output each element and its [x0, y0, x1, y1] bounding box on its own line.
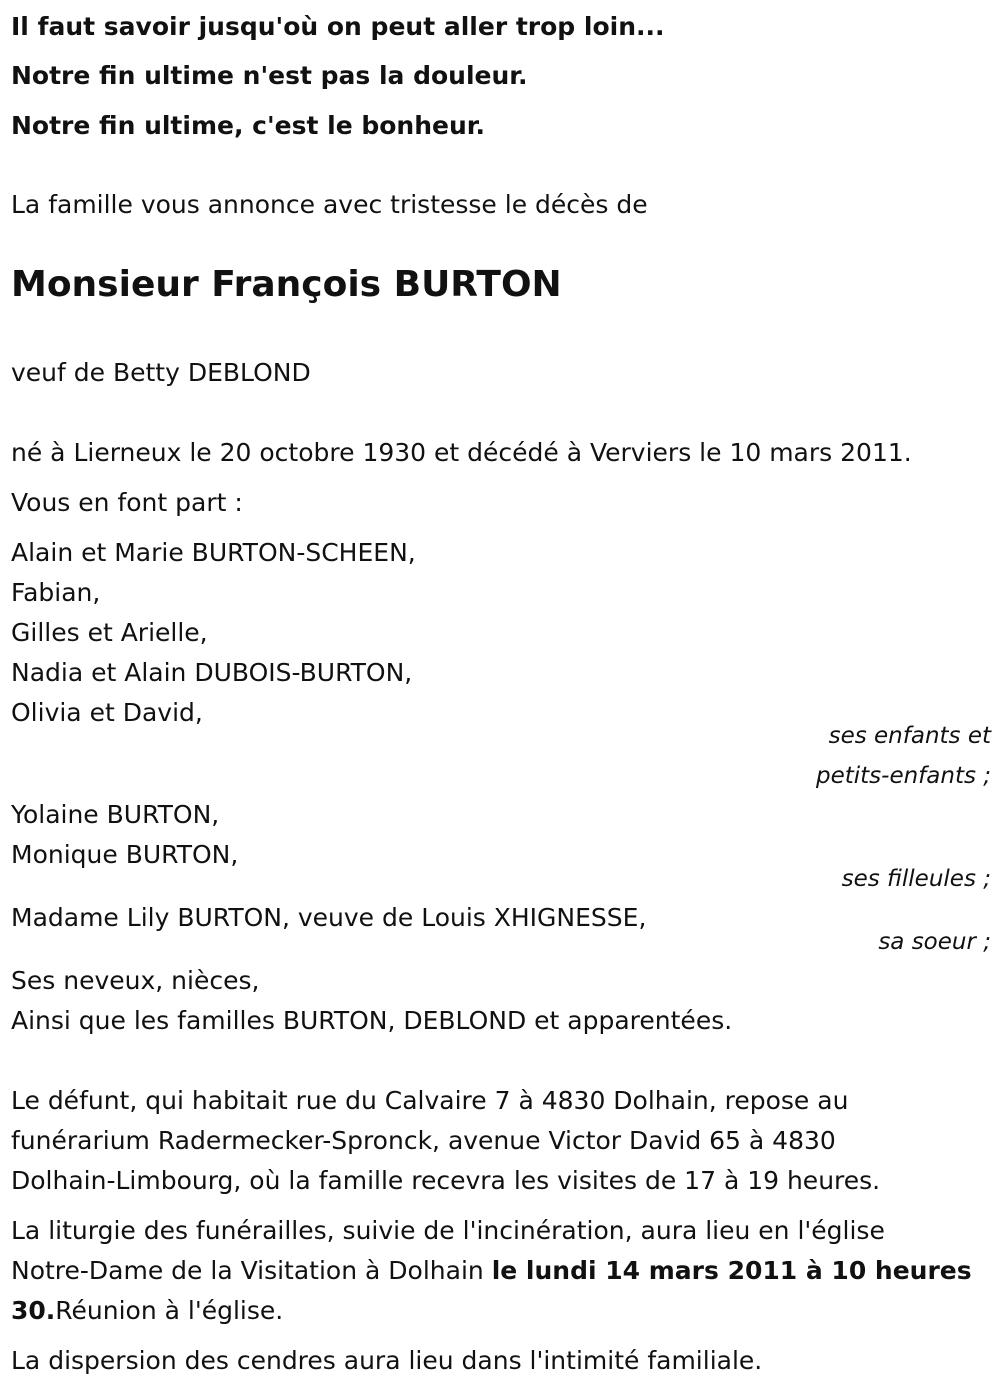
liturgy-line-2	[11, 1256, 972, 1286]
liturgy-line-1: La liturgie des funérailles, suivie de l'incinération, aura lieu en l'église	[11, 1216, 885, 1245]
sister-line: Madame Lily BURTON, veuve de Louis XHIGNESSE,	[11, 903, 647, 932]
children-role-line-2: petits-enfants ;	[815, 763, 991, 789]
child-3: Gilles et Arielle,	[11, 618, 208, 647]
quote-line-2: Notre fin ultime n'est pas la douleur.	[11, 61, 528, 90]
liturgy-time-end: 30.	[11, 1296, 56, 1325]
child-1: Alain et Marie BURTON-SCHEEN,	[11, 538, 416, 567]
children-role-line-1: ses enfants et	[828, 723, 991, 749]
quote-line-1: Il faut savoir jusqu'où on peut aller trop loin...	[11, 12, 665, 41]
relatives-line-1: Ses neveux, nièces,	[11, 966, 260, 995]
rest-line-3: Dolhain-Limbourg, où la famille recevra les visites de 17 à 19 heures.	[11, 1166, 881, 1195]
birth-death: né à Lierneux le 20 octobre 1930 et décédé à Verviers le 10 mars 2011.	[11, 438, 912, 467]
relatives-line-2: Ainsi que les familles BURTON, DEBLOND et apparentées.	[11, 1006, 733, 1035]
announce-text: Vous en font part :	[11, 488, 243, 517]
goddaughter-1: Yolaine BURTON,	[11, 800, 220, 829]
goddaughters-role: ses filleules ;	[841, 866, 991, 892]
rest-line-2: funérarium Radermecker-Spronck, avenue Victor David 65 à 4830	[11, 1126, 836, 1155]
intro-text: La famille vous annonce avec tristesse le décès de	[11, 190, 648, 219]
liturgy-meeting: Réunion à l'église.	[55, 1296, 284, 1325]
liturgy-line-3	[11, 1296, 283, 1326]
child-5: Olivia et David,	[11, 698, 203, 727]
quote-line-3: Notre fin ultime, c'est le bonheur.	[11, 111, 486, 140]
liturgy-date: le lundi 14 mars 2011 à 10 heures	[491, 1256, 972, 1285]
liturgy-location: Notre-Dame de la Visitation à Dolhain	[11, 1256, 492, 1285]
sister-role: sa soeur ;	[878, 929, 991, 955]
dispersion-text: La dispersion des cendres aura lieu dans l'intimité familiale.	[11, 1346, 763, 1375]
widower-of: veuf de Betty DEBLOND	[11, 358, 311, 387]
child-4: Nadia et Alain DUBOIS-BURTON,	[11, 658, 413, 687]
goddaughter-2: Monique BURTON,	[11, 840, 239, 869]
rest-line-1: Le défunt, qui habitait rue du Calvaire 7 à 4830 Dolhain, repose au	[11, 1086, 849, 1115]
child-2: Fabian,	[11, 578, 101, 607]
deceased-name: Monsieur François BURTON	[11, 264, 562, 305]
